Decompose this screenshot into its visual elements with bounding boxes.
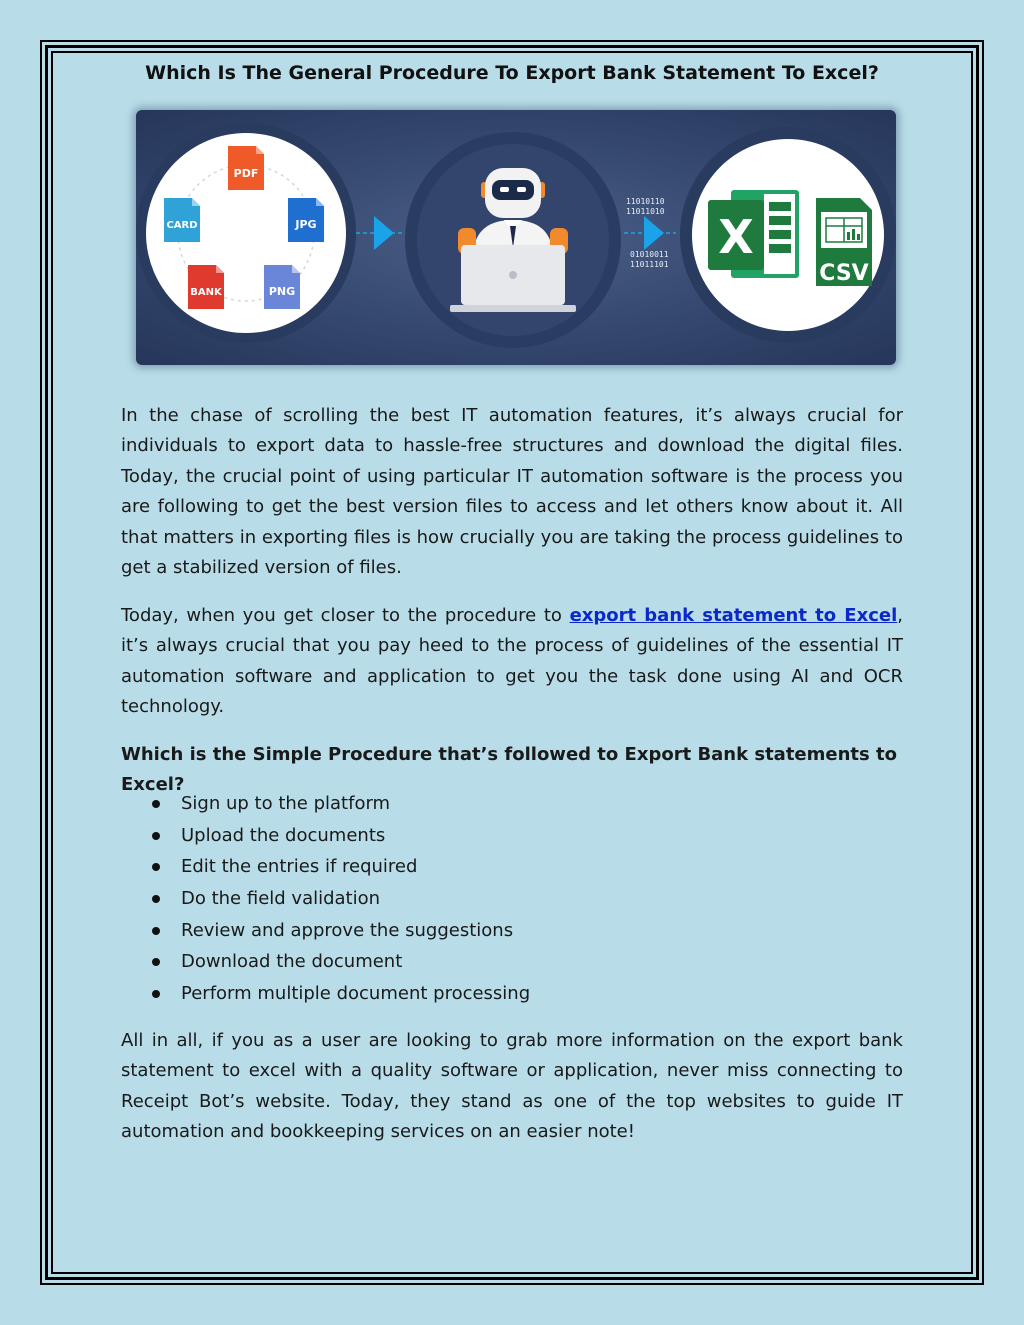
card-label: CARD — [166, 220, 198, 231]
binary-bottom-1: 01010011 — [630, 250, 669, 259]
procedure-text-end: , it’s always crucial that you pay heed to the process of guidelines of the essential IT automation software and application to get you the task done using AI and OCR technology. — [121, 605, 903, 718]
jpg-file-icon — [288, 198, 324, 242]
jpg-label: JPG — [295, 218, 317, 231]
steps-list — [152, 788, 752, 1010]
steps-heading: Which is the Simple Procedure that’s followed to Export Bank statements to Excel? — [121, 744, 897, 796]
step-text: Edit the entries if required — [181, 856, 418, 878]
page-title: Which Is The General Procedure To Export Bank Statement To Excel? — [145, 62, 879, 84]
procedure-text-start: Today, when you get closer to the procedure to — [121, 605, 570, 626]
pdf-file-icon — [228, 146, 264, 190]
list-item — [152, 978, 752, 1010]
arrow-right-icon — [356, 216, 406, 250]
list-item — [152, 788, 752, 820]
png-file-icon — [264, 265, 300, 309]
bullet-icon — [152, 863, 160, 871]
bank-label: BANK — [190, 287, 222, 298]
bullet-icon — [152, 832, 160, 840]
intro-paragraph: In the chase of scrolling the best IT automation features, it’s always crucial for individuals to export data to hassle-free structures and download the digital files. Today, the crucial point of using particular IT automation software is the process you are following to get the best version files to access and let others know about it. All that matters in exporting files is how crucially you are taking the process guidelines to get a stabilized version of files. — [121, 405, 903, 579]
step-text: Perform multiple document processing — [181, 983, 531, 1005]
png-label: PNG — [268, 285, 296, 298]
bullet-icon — [152, 895, 160, 903]
bullet-icon — [152, 990, 160, 998]
bullet-icon — [152, 958, 160, 966]
excel-icon — [708, 190, 799, 278]
binary-bottom-2: 11011101 — [630, 260, 669, 269]
pdf-label: PDF — [233, 167, 259, 180]
csv-label: CSV — [819, 261, 869, 286]
closing-paragraph: All in all, if you as a user are looking to grab more information on the export bank statement to excel with a quality software or application, never miss connecting to Receipt Bot’s website. Today, they stand as one of the top websites to guide IT automation and bookkeeping services on an easier note! — [121, 1030, 903, 1143]
csv-file-icon — [816, 198, 872, 286]
list-item — [152, 851, 752, 883]
bullet-icon — [152, 927, 160, 935]
excel-letter: X — [718, 210, 754, 264]
list-item — [152, 820, 752, 852]
procedure-paragraph — [121, 601, 903, 723]
hero-illustration — [136, 110, 896, 365]
card-file-icon — [164, 198, 200, 242]
arrow-right-icon-2 — [624, 216, 676, 250]
bank-file-icon — [188, 265, 224, 309]
export-bank-statement-link[interactable]: export bank statement to Excel — [569, 605, 898, 626]
step-text: Upload the documents — [181, 824, 386, 846]
bullet-icon — [152, 800, 160, 808]
step-text: Review and approve the suggestions — [181, 919, 514, 941]
list-item — [152, 915, 752, 947]
step-text: Do the field validation — [181, 888, 381, 910]
binary-top-1: 11010110 — [626, 197, 665, 206]
binary-top-2: 11011010 — [626, 207, 665, 216]
step-text: Download the document — [181, 951, 403, 973]
list-item — [152, 883, 752, 915]
step-text: Sign up to the platform — [181, 793, 391, 814]
list-item — [152, 946, 752, 978]
